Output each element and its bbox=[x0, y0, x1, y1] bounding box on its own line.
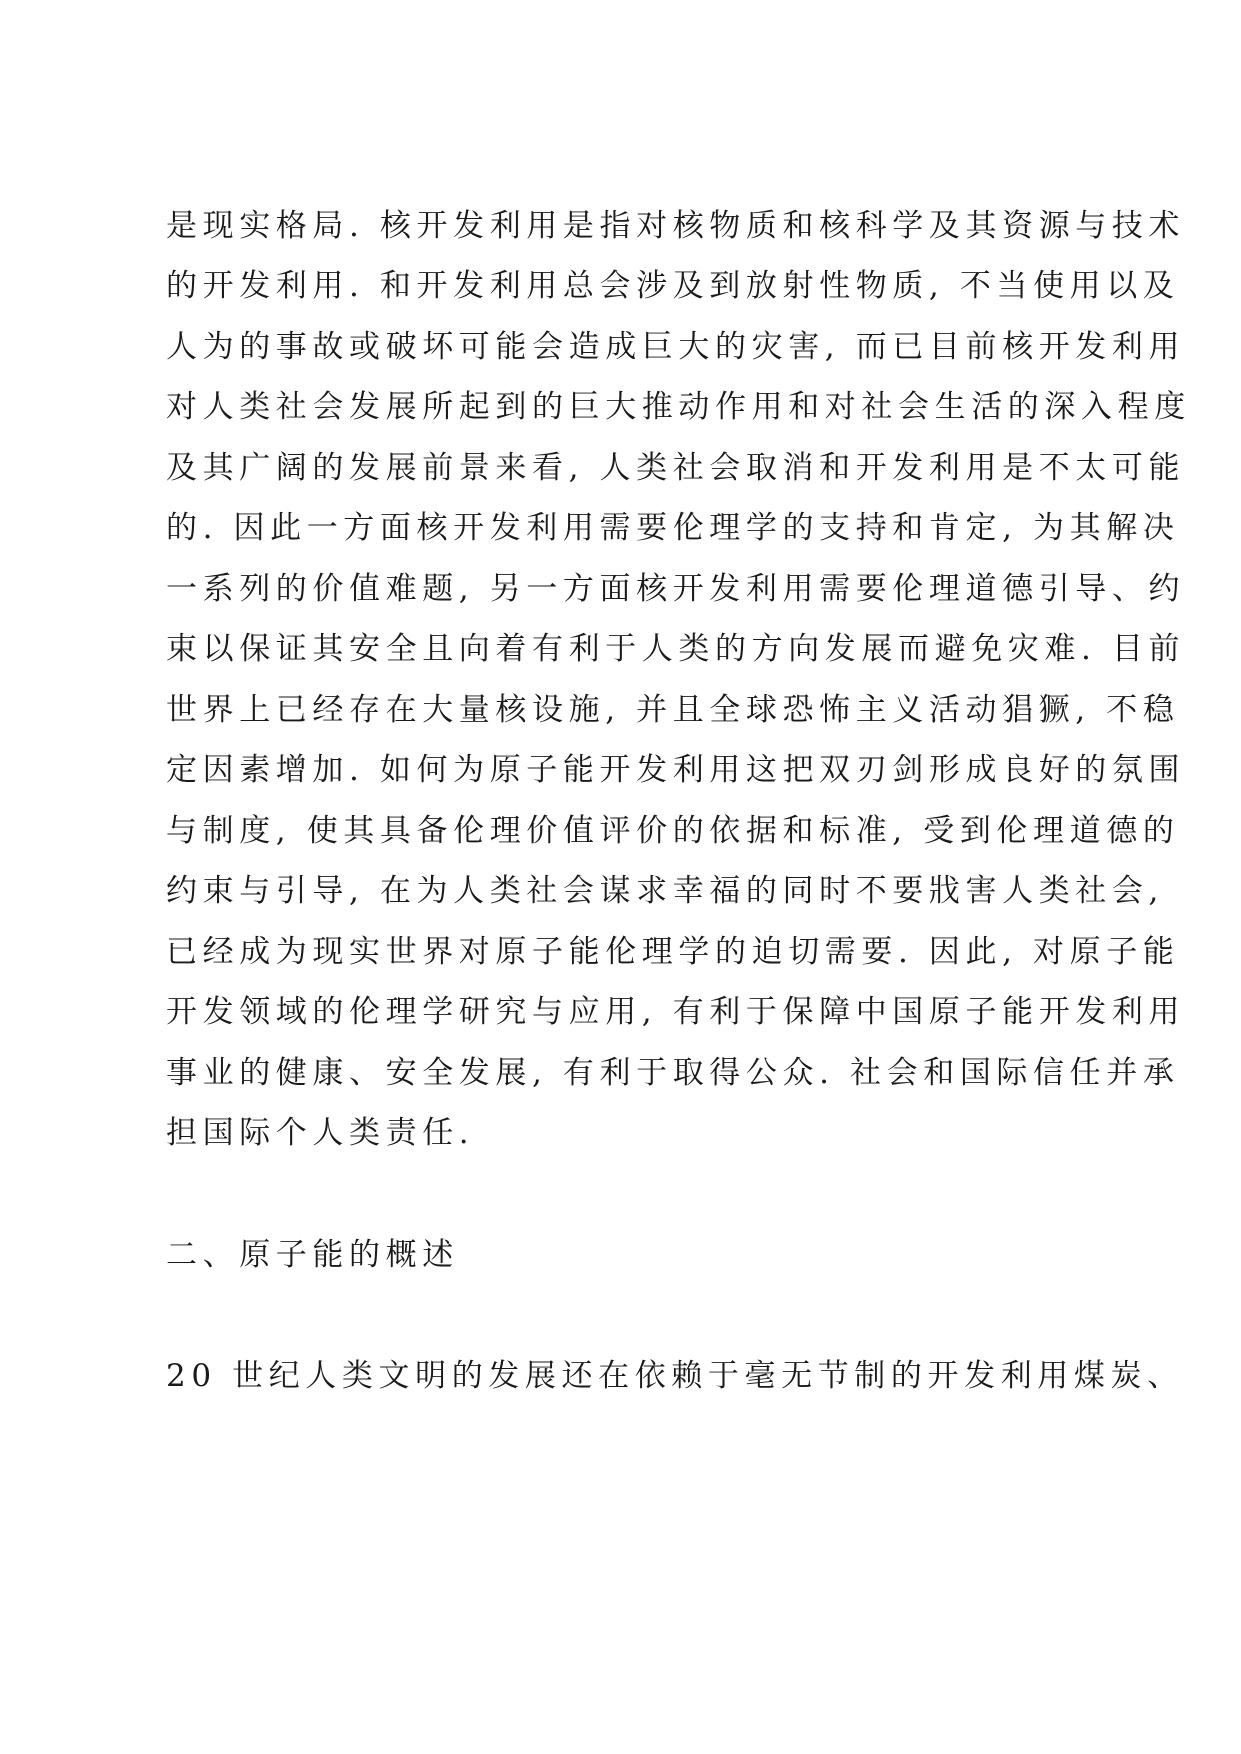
paragraph-1-line-10: 定因素增加. 如何为原子能开发利用这把双刃剑形成良好的氛围 bbox=[166, 752, 1186, 788]
paragraph-1-line-14: 开发领域的伦理学研究与应用, 有利于保障中国原子能开发利用 bbox=[166, 994, 1186, 1030]
paragraph-2-line-1: 20 世纪人类文明的发展还在依赖于毫无节制的开发利用煤炭、 bbox=[166, 1358, 1184, 1394]
paragraph-1-line-12: 约束与引导, 在为人类社会谋求幸福的同时不要戕害人类社会, bbox=[166, 873, 1164, 909]
paragraph-1-line-7: 一系列的价值难题, 另一方面核开发利用需要伦理道德引导、约 bbox=[166, 571, 1186, 607]
paragraph-1-line-8: 束以保证其安全且向着有利于人类的方向发展而避免灾难. 目前 bbox=[166, 631, 1186, 667]
paragraph-1-line-9: 世界上已经存在大量核设施, 并且全球恐怖主义活动猖獗, 不稳 bbox=[166, 692, 1180, 728]
paragraph-1-line-5: 及其广阔的发展前景来看, 人类社会取消和开发利用是不太可能 bbox=[166, 450, 1186, 486]
paragraph-1-line-16: 担国际个人类责任. bbox=[166, 1115, 475, 1151]
paragraph-1-line-13: 已经成为现实世界对原子能伦理学的迫切需要. 因此, 对原子能 bbox=[166, 934, 1180, 970]
paragraph-1-line-1: 是现实格局. 核开发利用是指对核物质和核科学及其资源与技术 bbox=[166, 208, 1186, 244]
section-heading: 二、原子能的概述 bbox=[166, 1237, 459, 1273]
paragraph-1-line-11: 与制度, 使其具备伦理价值评价的依据和标准, 受到伦理道德的 bbox=[166, 813, 1180, 849]
paragraph-1-line-2: 的开发利用. 和开发利用总会涉及到放射性物质, 不当使用以及 bbox=[166, 268, 1180, 304]
paragraph-1-line-3: 人为的事故或破坏可能会造成巨大的灾害, 而已目前核开发利用 bbox=[166, 329, 1186, 365]
paragraph-1-line-15: 事业的健康、安全发展, 有利于取得公众. 社会和国际信任并承 bbox=[166, 1055, 1180, 1091]
paragraph-1-line-4: 对人类社会发展所起到的巨大推动作用和对社会生活的深入程度 bbox=[166, 389, 1191, 425]
paragraph-1-line-6: 的. 因此一方面核开发利用需要伦理学的支持和肯定, 为其解决 bbox=[166, 510, 1180, 546]
